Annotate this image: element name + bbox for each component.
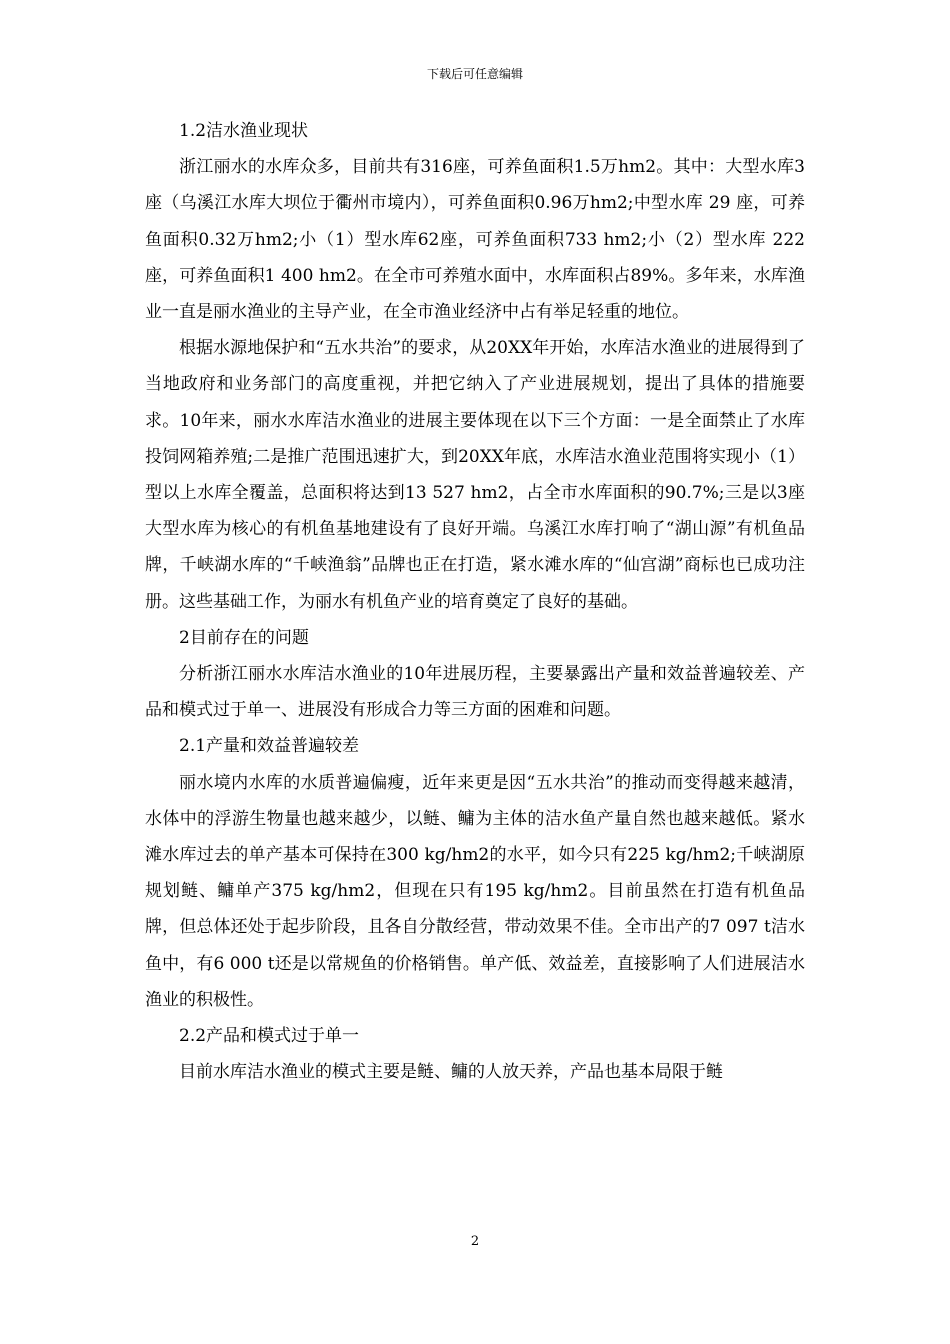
section-heading-2-1: 2.1产量和效益普遍较差 [179, 736, 360, 757]
paragraph-single-mode: 目前水库洁水渔业的模式主要是鲢、鳙的人放天养，产品也基本局限于鲢 [179, 1062, 723, 1083]
paragraph-reservoir-status: 浙江丽水的水库众多，目前共有316座，可养鱼面积1.5万hm2。其中：大型水库3座（乌溪江水库大坝位于衢州市境内），可养鱼面积0.96万hm2;中型水库 29 座，可养鱼面积0.32万hm2;小（1）型水库62座，可养鱼面积733 hm2;小（2）型水库 222座，可养鱼面积1 400 hm2。在全市可养殖水面中，水库面积占89%。多年来，水库渔业一直是丽水渔业的主导产业，在全市渔业经济中占有举足轻重的地位。 [145, 157, 805, 323]
page-header: 下载后可任意编辑 [426, 67, 523, 81]
paragraph-low-yield: 丽水境内水库的水质普遍偏瘦，近年来更是因“五水共治”的推动而变得越来越清，水体中的浮游生物量也越来越少，以鲢、鳙为主体的洁水鱼产量自然也越来越低。紧水滩水库过去的单产基本可保持在300 kg/hm2的水平，如今只有225 kg/hm2;千峡湖原规划鲢、鳙单产375 kg/hm2，但现在只有195 kg/hm2。目前虽然在打造有机鱼品牌，但总体还处于起步阶段，且各自分散经营，带动效果不佳。全市出产的7 097 t洁水鱼中，有6 000 t还是以常规鱼的价格销售。单产低、效益差，直接影响了人们进展洁水渔业的积极性。 [145, 772, 805, 1010]
document-body [145, 113, 805, 1090]
section-heading-2-2: 2.2产品和模式过于单一 [179, 1026, 360, 1047]
page-number: 2 [470, 1234, 480, 1249]
section-heading-2: 2目前存在的问题 [179, 627, 309, 648]
paragraph-development: 根据水源地保护和“五水共治”的要求，从20XX年开始，水库洁水渔业的进展得到了当地政府和业务部门的高度重视，并把它纳入了产业进展规划，提出了具体的措施要求。10年来，丽水水库洁水渔业的进展主要体现在以下三个方面：一是全面禁止了水库投饲网箱养殖;二是推广范围迅速扩大，到20XX年底，水库洁水渔业范围将实现小（1）型以上水库全覆盖，总面积将达到13 527 hm2，占全市水库面积的90.7%;三是以3座大型水库为核心的有机鱼基地建设有了良好开端。乌溪江水库打响了“湖山源”有机鱼品牌，千峡湖水库的“千峡渔翁”品牌也正在打造，紧水滩水库的“仙宫湖”商标也已成功注册。这些基础工作，为丽水有机鱼产业的培育奠定了良好的基础。 [145, 338, 805, 612]
section-heading-1-2: 1.2洁水渔业现状 [179, 121, 309, 141]
paragraph-problems-overview: 分析浙江丽水水库洁水渔业的10年进展历程，主要暴露出产量和效益普遍较差、产品和模式过于单一、进展没有形成合力等三方面的困难和问题。 [145, 664, 805, 721]
